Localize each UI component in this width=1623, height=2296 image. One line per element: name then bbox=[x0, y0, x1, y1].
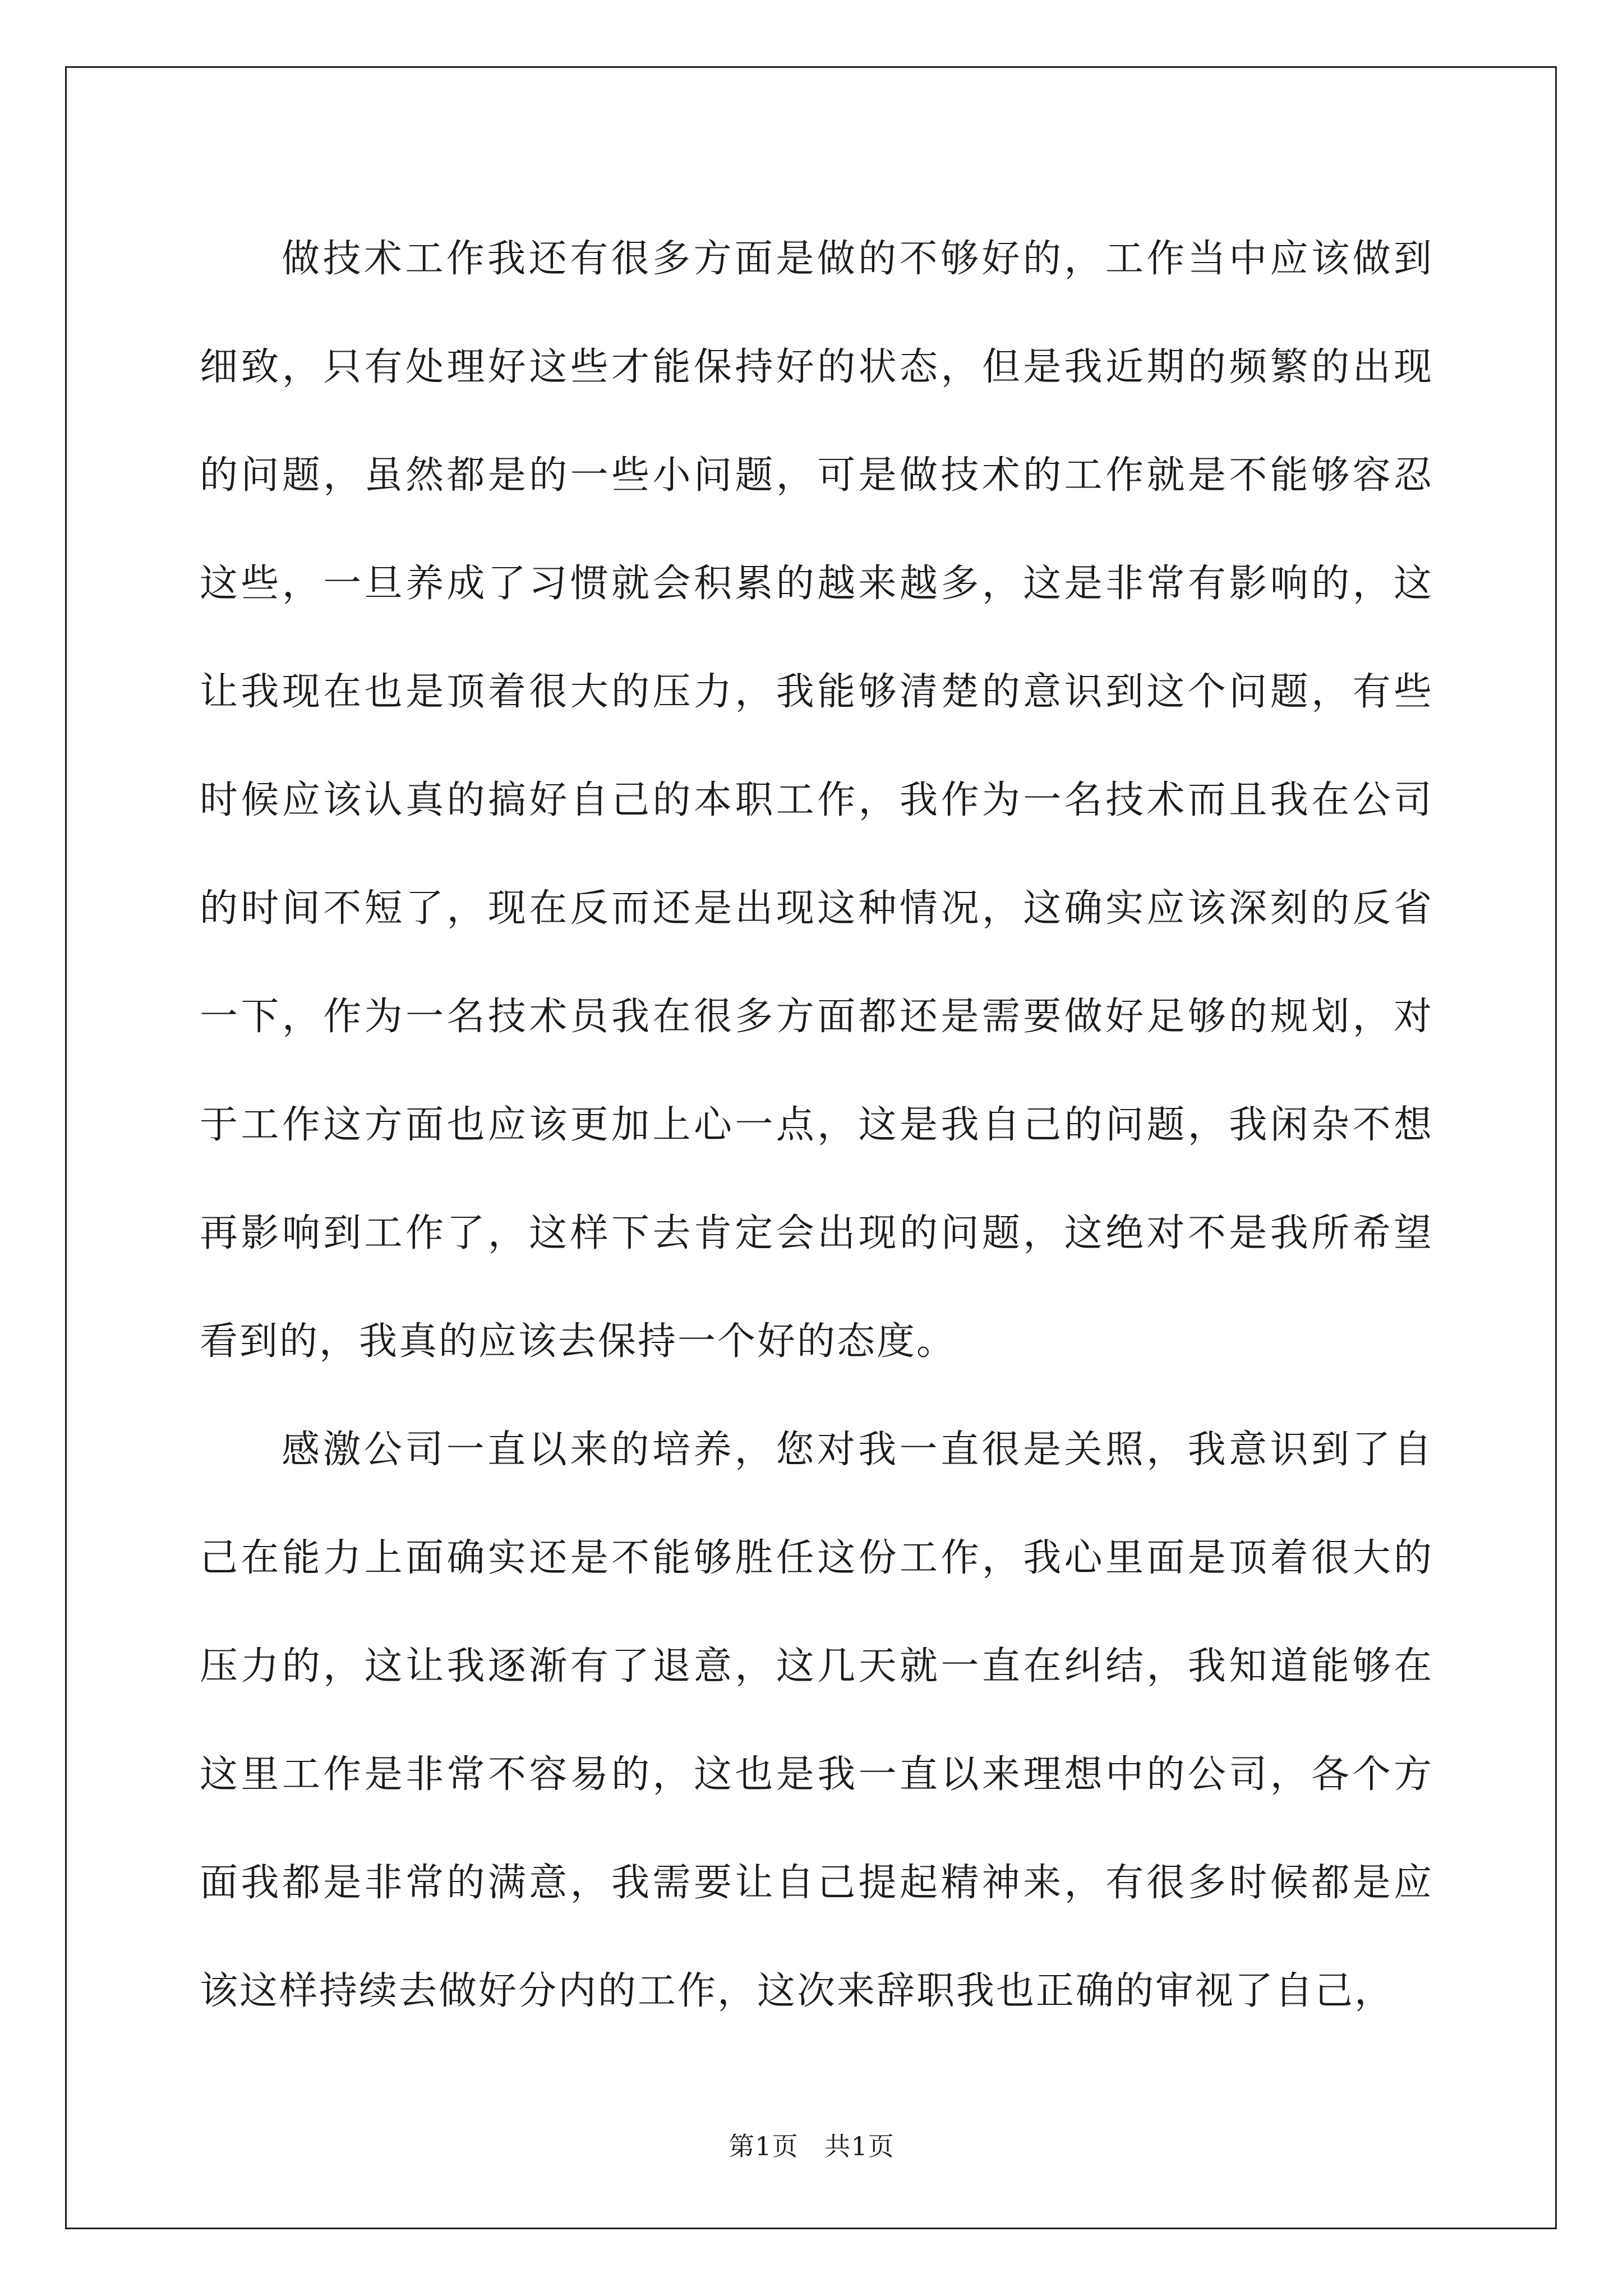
document-body bbox=[200, 205, 1433, 2045]
paragraph-1: 做技术工作我还有很多方面是做的不够好的，工作当中应该做到细致，只有处理好这些才能保持好的状态，但是我近期的频繁的出现的问题，虽然都是的一些小问题，可是做技术的工作就是不能够容忍这些，一旦养成了习惯就会积累的越来越多，这是非常有影响的，这让我现在也是顶着很大的压力，我能够清楚的意识到这个问题，有些时候应该认真的搞好自己的本职工作，我作为一名技术而且我在公司的时间不短了，现在反而还是出现这种情况，这确实应该深刻的反省一下，作为一名技术员我在很多方面都还是需要做好足够的规划，对于工作这方面也应该更加上心一点，这是我自己的问题，我闲杂不想再影响到工作了，这样下去肯定会出现的问题，这绝对不是我所希望看到的，我真的应该去保持一个好的态度。 bbox=[200, 237, 1433, 1364]
page-number-footer: 第1页 共1页 bbox=[728, 2131, 895, 2161]
paragraph-2: 感激公司一直以来的培养，您对我一直很是关照，我意识到了自己在能力上面确实还是不能够胜任这份工作，我心里面是顶着很大的压力的，这让我逐渐有了退意，这几天就一直在纠结，我知道能够在这里工作是非常不容易的，这也是我一直以来理想中的公司，各个方面我都是非常的满意，我需要让自己提起精神来，有很多时候都是应该这样持续去做好分内的工作，这次来辞职我也正确的审视了自己， bbox=[200, 1428, 1433, 2013]
